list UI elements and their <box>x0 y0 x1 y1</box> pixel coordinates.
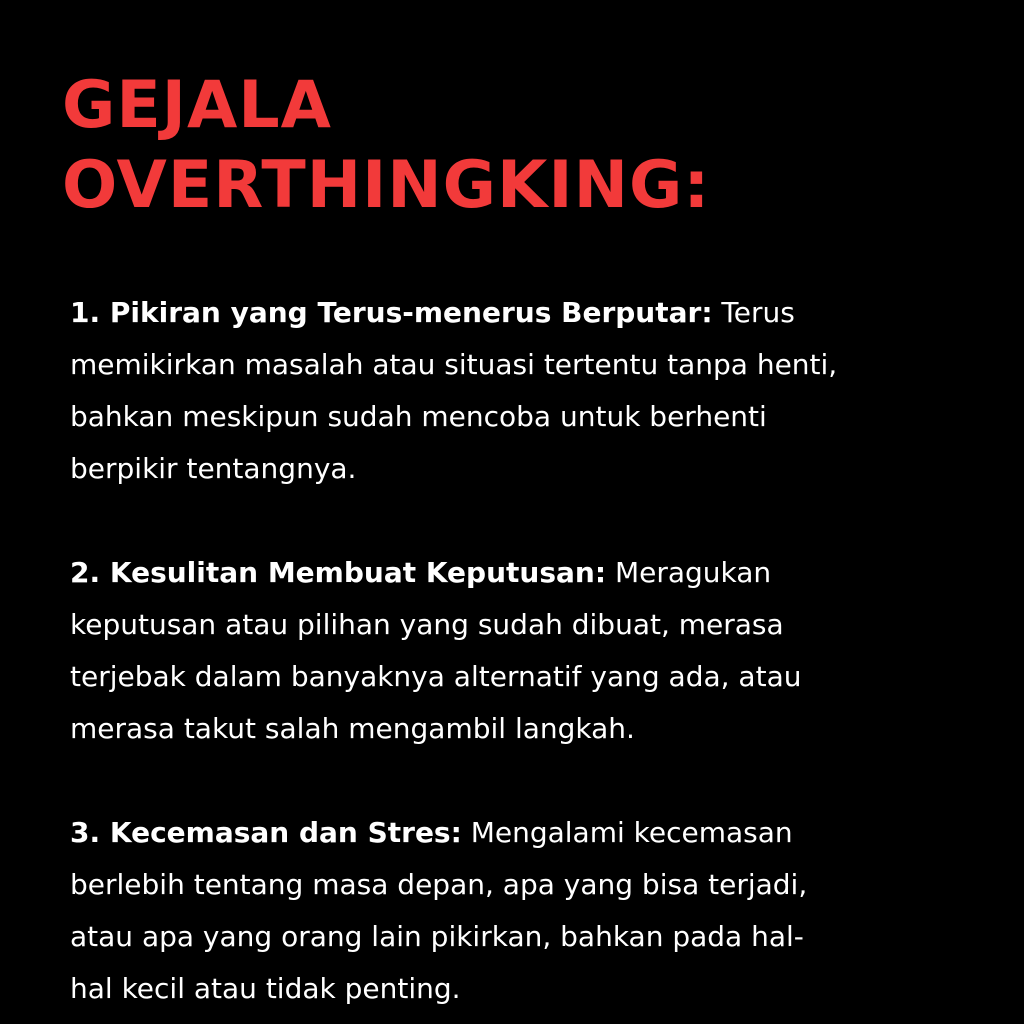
item-text: Mengalami kecemasan <box>461 816 793 849</box>
symptom-item-1 <box>70 287 970 495</box>
item-heading: 3. Kecemasan dan Stres: <box>70 816 462 849</box>
item-text: terjebak dalam banyaknya alternatif yang ada, atau <box>70 660 802 693</box>
item-heading: 2. Kesulitan Membuat Keputusan: <box>70 556 607 589</box>
item-text: memikirkan masalah atau situasi tertentu tanpa henti, <box>70 348 838 381</box>
item-first-line <box>70 547 970 599</box>
item-text: keputusan atau pilihan yang sudah dibuat, merasa <box>70 608 784 641</box>
symptom-item-3 <box>70 807 970 1015</box>
page-title <box>62 66 710 226</box>
symptom-item-2 <box>70 547 970 755</box>
title-line-2: OVERTHINGKING: <box>62 148 711 223</box>
item-text: berlebih tentang masa depan, apa yang bisa terjadi, <box>70 868 808 901</box>
item-text: atau apa yang orang lain pikirkan, bahkan pada hal- <box>70 920 804 953</box>
item-heading: 1. Pikiran yang Terus-menerus Berputar: <box>70 296 713 329</box>
item-first-line <box>70 287 970 339</box>
item-text: bahkan meskipun sudah mencoba untuk berhenti <box>70 400 767 433</box>
item-text: berpikir tentangnya. <box>70 452 357 485</box>
item-text: merasa takut salah mengambil langkah. <box>70 712 635 745</box>
item-first-line <box>70 807 970 859</box>
item-text: Meragukan <box>606 556 772 589</box>
item-text: hal kecil atau tidak penting. <box>70 972 461 1005</box>
item-text: Terus <box>712 296 795 329</box>
title-line-1: GEJALA <box>62 68 332 143</box>
